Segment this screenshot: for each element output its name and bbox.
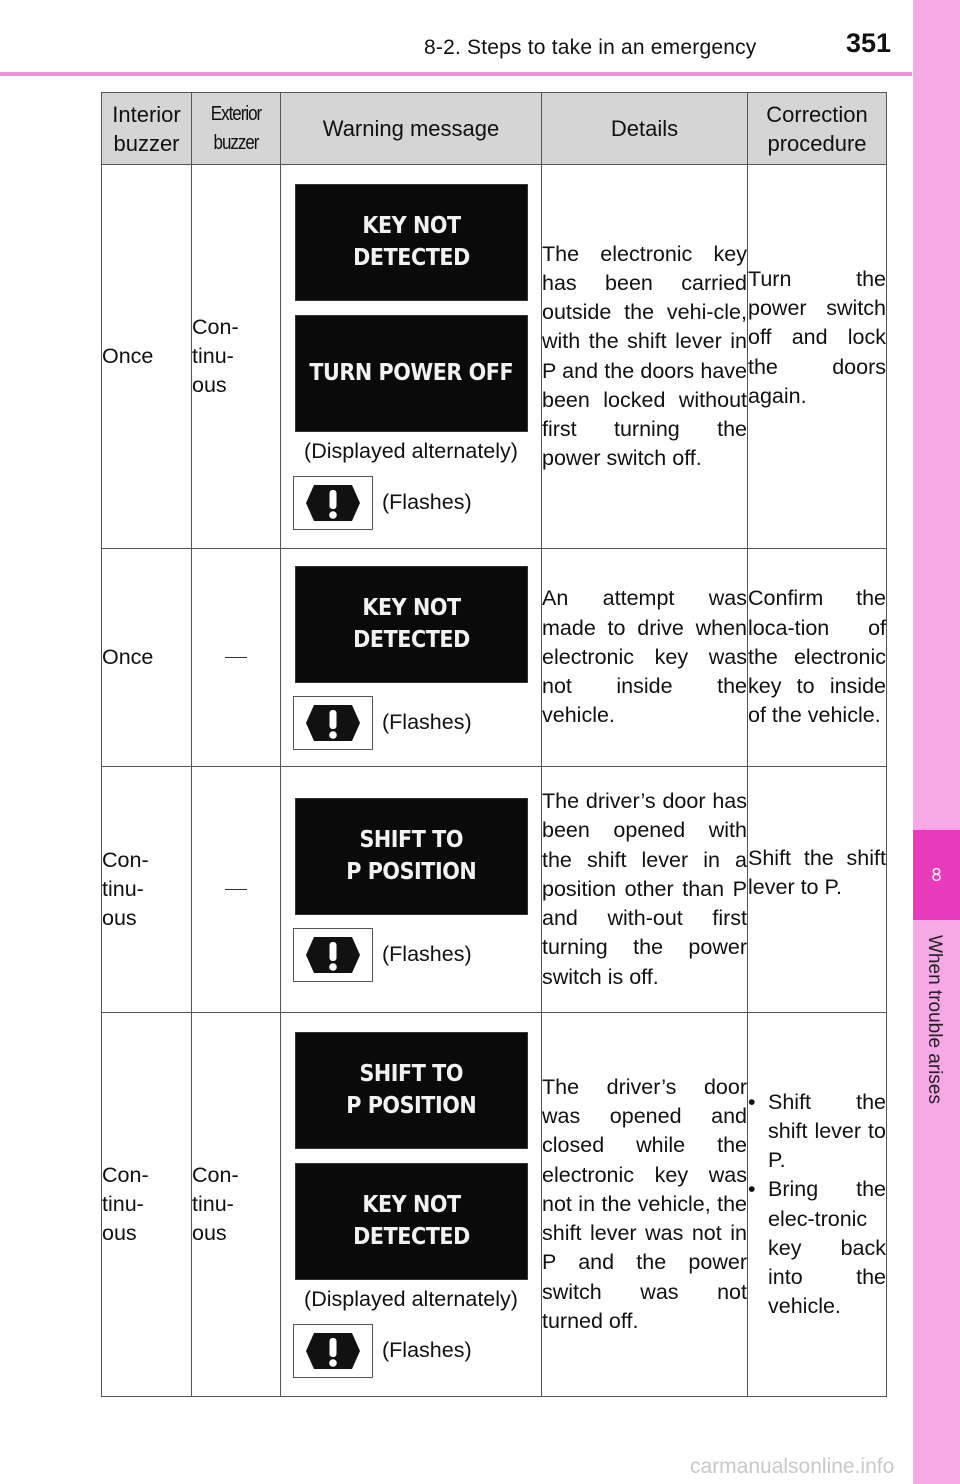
section-title: 8-2. Steps to take in an emergency: [424, 36, 757, 59]
list-item: • Shift the shift lever to P.: [748, 1088, 886, 1176]
details-cell: The electronic key has been carried outside the vehi-cle, with the shift lever in P and the doors have been locked without first turning the power switch off.: [542, 165, 748, 549]
display-screen: SHIFT TO P POSITION: [295, 1032, 528, 1149]
flash-caption: (Flashes): [382, 490, 472, 514]
display-screen: KEY NOT DETECTED: [295, 566, 528, 683]
warning-exclamation-icon: [293, 696, 373, 750]
page-number: 351: [846, 28, 892, 58]
chapter-number: 8: [913, 830, 960, 920]
list-item: • Bring the elec-tronic key back into the vehicle.: [748, 1175, 886, 1321]
dash-mark: [225, 657, 247, 659]
chapter-title: [913, 935, 960, 1135]
chapter-title-text: When trouble arises: [924, 935, 945, 1104]
warning-message-cell: [281, 165, 542, 549]
details-cell: An attempt was made to drive when electronic key was not inside the vehicle.: [542, 549, 748, 767]
interior-buzzer-cell: Con- tinu- ous: [102, 767, 192, 1013]
exterior-buzzer-cell: [192, 549, 281, 767]
header-details: Details: [542, 93, 748, 165]
details-cell: The driver’s door was opened and closed while the electronic key was not in the vehicle, the shift lever was not in P and the power switch was not turned off.: [542, 1013, 748, 1397]
table-row: [102, 1013, 887, 1397]
interior-buzzer-cell: Once: [102, 165, 192, 549]
table-row: [102, 549, 887, 767]
alternate-caption: (Displayed alternately): [304, 438, 518, 463]
warning-exclamation-icon: [293, 1324, 373, 1378]
exterior-buzzer-cell: [192, 767, 281, 1013]
correction-cell: Confirm the loca-tion of the electronic key to inside of the vehicle.: [748, 549, 887, 767]
flash-caption: (Flashes): [382, 942, 472, 966]
warning-table: [101, 92, 887, 1397]
display-screen: KEY NOT DETECTED: [295, 1163, 528, 1280]
header-warning-message: Warning message: [281, 93, 542, 165]
correction-list: [748, 1088, 886, 1322]
correction-cell: Turn the power switch off and lock the doors again.: [748, 165, 887, 549]
correction-cell: [748, 1013, 887, 1397]
header-correction: Correction procedure: [748, 93, 887, 165]
display-screen: SHIFT TO P POSITION: [295, 798, 528, 915]
display-screen: TURN POWER OFF: [295, 315, 528, 432]
flash-indicator: [281, 1324, 541, 1378]
details-cell: The driver’s door has been opened with the shift lever in a position other than P and with-out first turning the power switch is off.: [542, 767, 748, 1013]
flash-indicator: [281, 476, 541, 530]
header-interior-buzzer: Interior buzzer: [102, 93, 192, 165]
display-screen: KEY NOT DETECTED: [295, 184, 528, 301]
warning-exclamation-icon: [293, 476, 373, 530]
flash-caption: (Flashes): [382, 710, 472, 734]
table-row: [102, 767, 887, 1013]
exterior-buzzer-cell: Con- tinu- ous: [192, 1013, 281, 1397]
warning-message-cell: [281, 1013, 542, 1397]
header-exterior-buzzer: Exterior buzzer: [192, 93, 281, 165]
alternate-caption: (Displayed alternately): [304, 1286, 518, 1311]
header-rule: [0, 72, 912, 76]
exterior-buzzer-cell: Con- tinu- ous: [192, 165, 281, 549]
table-header-row: [102, 93, 887, 165]
warning-message-cell: [281, 767, 542, 1013]
dash-mark: [225, 889, 247, 891]
correction-cell: Shift the shift lever to P.: [748, 767, 887, 1013]
flash-indicator: [281, 928, 541, 982]
interior-buzzer-cell: Once: [102, 549, 192, 767]
flash-caption: (Flashes): [382, 1338, 472, 1362]
chapter-side-tab: [913, 0, 960, 1484]
warning-message-cell: [281, 549, 542, 767]
table-row: [102, 165, 887, 549]
watermark: carmanualsonline.info: [690, 1455, 895, 1478]
warning-exclamation-icon: [293, 928, 373, 982]
interior-buzzer-cell: Con- tinu- ous: [102, 1013, 192, 1397]
flash-indicator: [281, 696, 541, 750]
